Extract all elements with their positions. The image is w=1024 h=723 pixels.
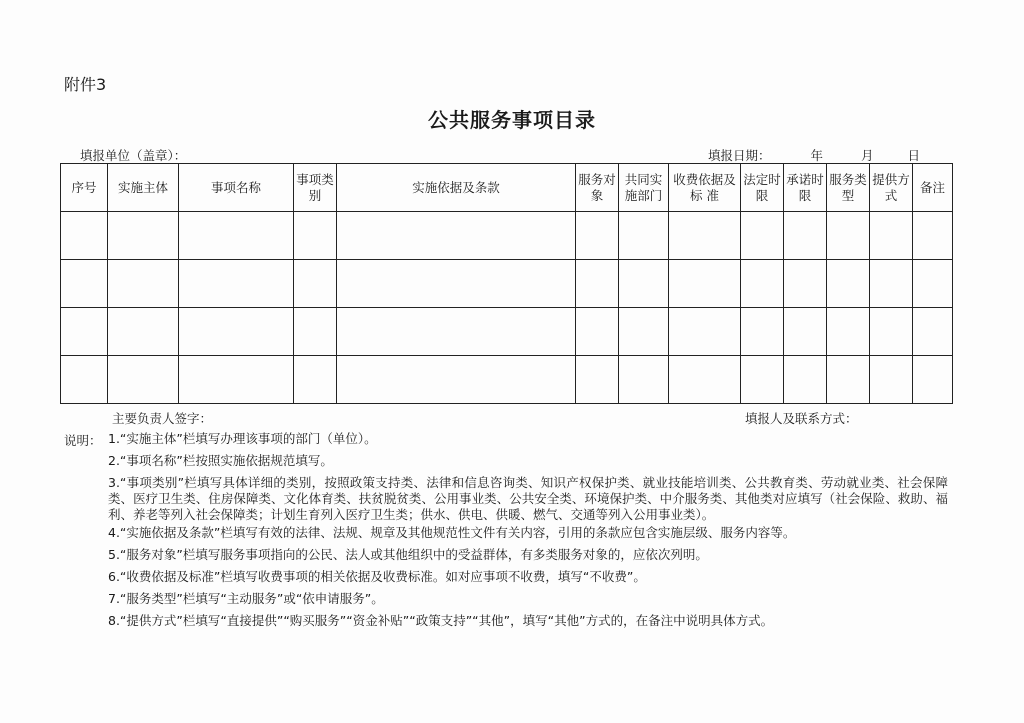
table-cell[interactable]	[784, 212, 827, 260]
table-cell[interactable]	[179, 260, 294, 308]
table-cell[interactable]	[741, 308, 784, 356]
note-item: 5.“服务对象”栏填写服务事项指向的公民、法人或其他组织中的受益群体，有多类服务对象的，应依次列明。	[108, 547, 708, 562]
table-cell[interactable]	[827, 308, 870, 356]
table-cell[interactable]	[913, 212, 953, 260]
col-header-legal-limit: 法定时限	[741, 164, 784, 212]
table-cell[interactable]	[179, 212, 294, 260]
table-cell[interactable]	[741, 356, 784, 404]
note-item: 4.“实施依据及条款”栏填写有效的法律、法规、规章及其他规范性文件有关内容，引用的条款应包含实施层级、服务内容等。	[108, 525, 796, 540]
fill-date	[708, 146, 920, 164]
page-title: 公共服务事项目录	[428, 108, 596, 132]
fill-date-month: 月	[861, 148, 874, 163]
table-cell[interactable]	[179, 308, 294, 356]
table-cell[interactable]	[913, 356, 953, 404]
fill-unit-label: 填报单位（盖章）：	[80, 148, 187, 163]
table-cell[interactable]	[827, 356, 870, 404]
fill-date-label: 填报日期：	[708, 148, 771, 163]
col-header-fee-basis: 收费依据及标 准	[669, 164, 741, 212]
table-cell[interactable]	[619, 356, 669, 404]
col-header-service-target: 服务对象	[576, 164, 619, 212]
col-header-subject: 实施主体	[108, 164, 179, 212]
table-cell[interactable]	[827, 212, 870, 260]
notes-list	[108, 431, 948, 635]
note-item: 2.“事项名称”栏按照实施依据规范填写。	[108, 453, 333, 468]
col-header-basis: 实施依据及条款	[337, 164, 576, 212]
col-header-item-name: 事项名称	[179, 164, 294, 212]
table-cell[interactable]	[576, 260, 619, 308]
table-cell[interactable]	[108, 260, 179, 308]
table-cell[interactable]	[619, 260, 669, 308]
fill-date-year: 年	[810, 148, 824, 163]
col-header-item-category: 事项类别	[294, 164, 337, 212]
table-row	[61, 212, 953, 260]
table-cell[interactable]	[669, 356, 741, 404]
reporter-contact-label: 填报人及联系方式：	[745, 411, 858, 426]
service-catalog-table	[60, 163, 953, 404]
table-cell[interactable]	[913, 308, 953, 356]
table-cell[interactable]	[294, 308, 337, 356]
table-cell[interactable]	[870, 356, 913, 404]
table-cell[interactable]	[669, 260, 741, 308]
table-cell[interactable]	[576, 308, 619, 356]
table-cell[interactable]	[576, 356, 619, 404]
fill-date-day: 日	[907, 148, 921, 163]
table-cell[interactable]	[61, 212, 108, 260]
table-cell[interactable]	[108, 212, 179, 260]
col-header-promised-limit: 承诺时限	[784, 164, 827, 212]
table-cell[interactable]	[619, 212, 669, 260]
table-row	[61, 308, 953, 356]
table-cell[interactable]	[179, 356, 294, 404]
notes-label: 说明：	[64, 433, 102, 448]
col-header-joint-department: 共同实施部门	[619, 164, 669, 212]
table-cell[interactable]	[827, 260, 870, 308]
table-cell[interactable]	[294, 356, 337, 404]
principal-signature-label: 主要负责人签字：	[112, 411, 213, 426]
table-cell[interactable]	[870, 308, 913, 356]
col-header-provision-method: 提供方式	[870, 164, 913, 212]
table-cell[interactable]	[61, 308, 108, 356]
table-cell[interactable]	[337, 212, 576, 260]
attachment-label: 附件3	[64, 75, 107, 94]
table-cell[interactable]	[337, 308, 576, 356]
note-item: 6.“收费依据及标准”栏填写收费事项的相关依据及收费标准。如对应事项不收费，填写“不收费”。	[108, 569, 646, 584]
table-cell[interactable]	[913, 260, 953, 308]
table-cell[interactable]	[576, 212, 619, 260]
table-cell[interactable]	[337, 356, 576, 404]
table-row	[61, 356, 953, 404]
note-item: 3.“事项类别”栏填写具体详细的类别，按照政策支持类、法律和信息咨询类、知识产权保护类、就业技能培训类、公共教育类、劳动就业类、社会保障类、医疗卫生类、住房保障类、文化体育类、扶贫脱贫类、公用事业类、公共安全类、环境保护类、中介服务类、其他类对应填写（社会保险、救助、福利、养老等列入社会保障类；计划生育列入医疗卫生类；供水、供电、供暖、燃气、交通等列入公用事业类）。	[108, 475, 948, 522]
table-cell[interactable]	[870, 260, 913, 308]
table-cell[interactable]	[784, 308, 827, 356]
table-cell[interactable]	[108, 308, 179, 356]
table-cell[interactable]	[294, 212, 337, 260]
table-cell[interactable]	[870, 212, 913, 260]
table-cell[interactable]	[784, 260, 827, 308]
table-cell[interactable]	[741, 260, 784, 308]
table-cell[interactable]	[337, 260, 576, 308]
table-cell[interactable]	[108, 356, 179, 404]
table-row	[61, 260, 953, 308]
table-cell[interactable]	[669, 308, 741, 356]
table-cell[interactable]	[784, 356, 827, 404]
note-item: 7.“服务类型”栏填写“主动服务”或“依申请服务”。	[108, 591, 384, 606]
table-cell[interactable]	[294, 260, 337, 308]
table-cell[interactable]	[61, 260, 108, 308]
note-item: 1.“实施主体”栏填写办理该事项的部门（单位）。	[108, 431, 377, 446]
table-header-row	[61, 164, 953, 212]
table-cell[interactable]	[741, 212, 784, 260]
col-header-remarks: 备注	[913, 164, 953, 212]
table-cell[interactable]	[61, 356, 108, 404]
note-item: 8.“提供方式”栏填写“直接提供”“购买服务”“资金补贴”“政策支持”“其他”，填写“其他”方式的，在备注中说明具体方式。	[108, 613, 774, 628]
table-cell[interactable]	[669, 212, 741, 260]
col-header-index: 序号	[61, 164, 108, 212]
table-cell[interactable]	[619, 308, 669, 356]
col-header-service-type: 服务类型	[827, 164, 870, 212]
